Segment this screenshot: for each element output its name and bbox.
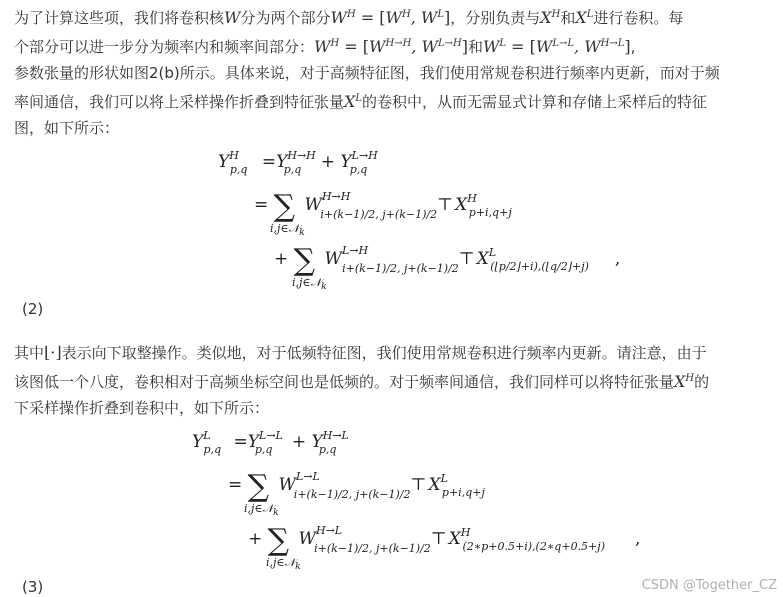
text: 下采样操作折叠到卷积中，如下所示： xyxy=(14,399,270,417)
equation-2-line1: $Y^H_{p,q} =Y^{H\to H}_{p,q} + Y^{L\to H}_{p,q}$ xyxy=(218,149,378,176)
equation-2-sum-index: i,j∈𝒩$_k$ xyxy=(270,222,305,239)
text: 图，如下所示： xyxy=(14,119,120,137)
math-XH: $X^H$ xyxy=(540,8,561,27)
text: 和 xyxy=(467,38,483,56)
equation-2-line2: = ∑ $W^{H\to H}_{i+(k-1)/2, j+(k-1)/2}⊤$ $X^H_{p+i,q+j}$ xyxy=(254,189,512,224)
equation-3-line1: $Y^L_{p,q} =Y^{L\to L}_{p,q} + Y^{H\to L}_{p,q}$ xyxy=(192,429,349,456)
math-WH-split: $W^H = [W^{H\to H}$, $W^{L\to H}$] xyxy=(314,37,468,56)
text: 参数张量的形状如图2(b)所示。具体来说，对于高频特征图，我们使用常规卷积进行频率内更新，而对于频 xyxy=(14,64,720,82)
paragraph-2 xyxy=(14,340,709,421)
equation-3-sum-index: i,j∈𝒩$_k$ xyxy=(244,502,279,519)
equation-3-line2: = ∑ $W^{L\to L}_{i+(k-1)/2, j+(k-1)/2}⊤$ $X^L_{p+i,q+j}$ xyxy=(228,469,485,504)
text: 分为两个部分 xyxy=(240,9,331,27)
math-W-split: $W^H = [W^H$, $W^L$] xyxy=(330,8,451,27)
math-W: W xyxy=(224,8,241,27)
text: 其中 xyxy=(14,344,45,362)
text: 率间通信，我们可以将上采样操作折叠到特征张量 xyxy=(14,93,345,111)
equation-3-sum-index-2: i,j∈𝒩$_k$ xyxy=(266,556,301,573)
text: 和 xyxy=(560,9,576,27)
text: 的 xyxy=(694,373,710,391)
equation-2-line3: + ∑ $W^{L\to H}_{i+(k-1)/2, j+(k-1)/2}⊤$ $X^L_{(⌊p/2⌋+i),(⌊q/2⌋+j)}$ , xyxy=(274,243,621,278)
math-floor: ⌊·⌋ xyxy=(44,343,62,362)
equation-2-sum-index-2: i,j∈𝒩$_k$ xyxy=(292,276,327,293)
text: 该图低一个八度，卷积相对于高频坐标空间也是低频的。对于频率间通信，我们同样可以将特征张量 xyxy=(14,373,675,391)
paragraph-1: 为了计算这些项，我们将卷积核W分为两个部分$W^H = [W^H$, $W^L$]，分别负责与$X^H$和$X^L$进行卷积。每 个部分可以进一步分为频率内和频率间部分：$W^H = [W^{H\to H}$, $W^{L\to H}$]和$W^L = [W^{L\to L}$, $W^{H\to L}$], 参数张量的形状如图2(b)所示。具体来说，对于高频特征图，我们使用常规卷积进行频率内更新，而对于频 率间通信，我们可以将上采样操作折叠到特征张量$X^L$的卷积中，从而无需显式计算和存储上采样后的特征 图，如下所示： xyxy=(14,8,720,137)
math-XL: $X^L$ xyxy=(575,8,594,27)
text: 的卷积中，从而无需显式计算和存储上采样后的特征 xyxy=(362,93,708,111)
math-WL-split: $W^L = [W^{L\to L}$, $W^{H\to L}$] xyxy=(482,37,631,56)
text: 表示向下取整操作。类似地，对于低频特征图，我们使用常规卷积进行频率内更新。请注意，由于 xyxy=(61,344,707,362)
csdn-watermark: CSDN @Together_CZ xyxy=(641,578,777,593)
text: ，分别负责与 xyxy=(450,9,541,27)
text: 个部分可以进一步分为频率内和频率间部分： xyxy=(14,38,315,56)
equation-2-number: (2) xyxy=(22,300,44,318)
math-XH-2: $X^H$ xyxy=(674,372,695,391)
equation-3-line3: + ∑ $W^{H\to L}_{i+(k-1)/2, j+(k-1)/2}⊤$ $X^H_{(2∗p+0.5+i),(2∗q+0.5+j)}$ , xyxy=(248,523,641,558)
equation-3-number: (3) xyxy=(22,578,44,596)
math-XL-2: $X^L$ xyxy=(344,92,363,111)
text: 进行卷积。每 xyxy=(593,9,684,27)
text: 为了计算这些项，我们将卷积核 xyxy=(14,9,225,27)
